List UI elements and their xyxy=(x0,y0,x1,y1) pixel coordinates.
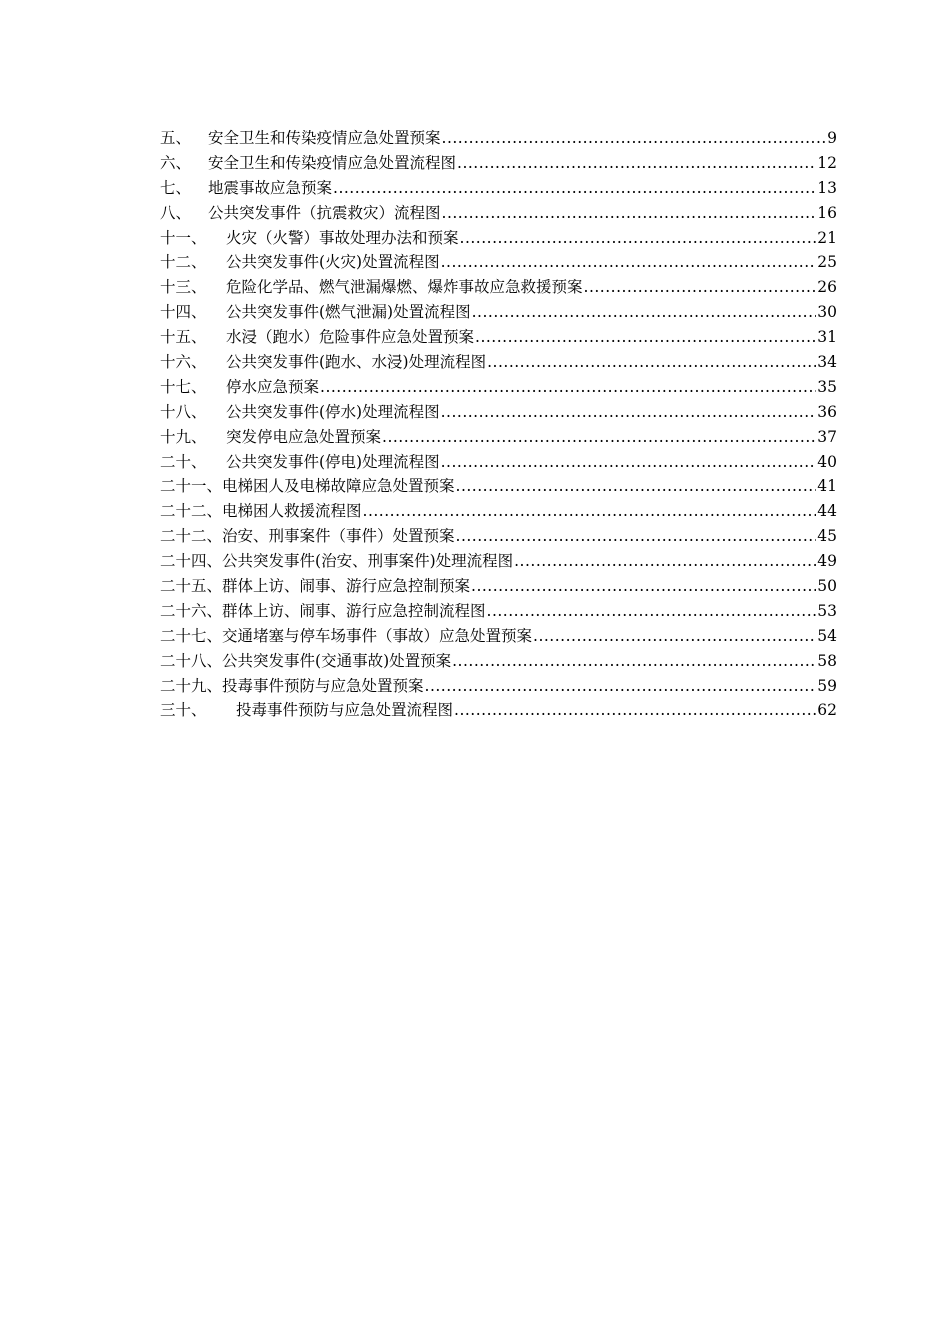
toc-dot-leader xyxy=(460,226,817,251)
toc-dot-leader xyxy=(454,698,816,723)
toc-entry[interactable] xyxy=(160,350,837,375)
toc-entry-page: 50 xyxy=(817,577,837,596)
toc-entry-title: 危险化学品、燃气泄漏爆燃、爆炸事故应急救援预案 xyxy=(226,278,583,297)
toc-entry-number: 二十四、 xyxy=(160,552,223,571)
toc-dot-leader xyxy=(456,474,817,499)
toc-entry-page: 36 xyxy=(817,402,837,421)
toc-entry-number: 二十二、 xyxy=(160,502,223,521)
toc-dot-leader xyxy=(441,450,817,475)
toc-entry-page: 21 xyxy=(817,228,837,247)
toc-entry-number: 十五、 xyxy=(160,328,207,347)
toc-entry-number: 八、 xyxy=(160,203,192,222)
toc-dot-leader xyxy=(457,151,816,176)
toc-entry[interactable] xyxy=(160,275,837,300)
toc-dot-leader xyxy=(333,176,816,201)
toc-entry-title: 火灾（火警）事故处理办法和预案 xyxy=(226,228,459,247)
toc-dot-leader xyxy=(442,201,817,226)
toc-dot-leader xyxy=(452,649,816,674)
toc-entry-number: 十七、 xyxy=(160,377,207,396)
toc-entry[interactable] xyxy=(160,300,837,325)
toc-dot-leader xyxy=(456,524,817,549)
toc-entry-page: 9 xyxy=(827,129,837,147)
toc-entry-title: 投毒事件预防与应急处置预案 xyxy=(222,676,424,695)
toc-entry-title: 公共突发事件(燃气泄漏)处置流程图 xyxy=(226,303,471,322)
toc-entry[interactable] xyxy=(160,425,837,450)
toc-entry[interactable] xyxy=(160,226,837,251)
toc-entry-title: 交通堵塞与停车场事件（事故）应急处置预案 xyxy=(222,626,533,645)
toc-entry[interactable] xyxy=(160,624,837,649)
toc-dot-leader xyxy=(584,275,817,300)
toc-dot-leader xyxy=(441,250,817,275)
toc-entry[interactable] xyxy=(160,499,837,524)
toc-entry-page: 49 xyxy=(817,552,837,571)
toc-dot-leader xyxy=(382,425,816,450)
toc-entry[interactable] xyxy=(160,201,837,226)
toc-entry-page: 13 xyxy=(817,178,837,197)
toc-entry[interactable] xyxy=(160,549,837,574)
toc-entry-title: 公共突发事件(跑水、水浸)处理流程图 xyxy=(226,353,487,372)
toc-dot-leader xyxy=(425,674,817,699)
toc-entry-title: 治安、刑事案件（事件）处置预案 xyxy=(222,527,455,546)
toc-entry-page: 26 xyxy=(817,278,837,297)
toc-entry-number: 十一、 xyxy=(160,228,207,247)
toc-entry-number: 二十五、 xyxy=(160,577,223,596)
toc-dot-leader xyxy=(471,574,816,599)
toc-dot-leader xyxy=(472,300,817,325)
toc-entry-page: 41 xyxy=(817,477,837,496)
toc-entry-number: 二十七、 xyxy=(160,626,223,645)
toc-entry-title: 电梯困人及电梯故障应急处置预案 xyxy=(222,477,455,496)
toc-entry[interactable] xyxy=(160,126,837,151)
toc-entry-page: 12 xyxy=(817,153,837,172)
toc-entry-title: 公共突发事件(火灾)处置流程图 xyxy=(226,253,440,272)
toc-entry[interactable] xyxy=(160,151,837,176)
toc-entry-page: 30 xyxy=(817,303,837,322)
toc-dot-leader xyxy=(441,400,817,425)
toc-entry-number: 二十八、 xyxy=(160,651,223,670)
toc-entry-number: 十六、 xyxy=(160,353,207,372)
toc-entry[interactable] xyxy=(160,574,837,599)
toc-dot-leader xyxy=(533,624,816,649)
toc-entry-number: 三十、 xyxy=(160,701,207,720)
toc-dot-leader xyxy=(442,126,827,151)
toc-entry-title: 安全卫生和传染疫情应急处置流程图 xyxy=(208,153,457,172)
toc-dot-leader xyxy=(487,350,816,375)
toc-entry-page: 54 xyxy=(817,626,837,645)
toc-entry-title: 公共突发事件(停水)处理流程图 xyxy=(226,402,440,421)
toc-entry[interactable] xyxy=(160,474,837,499)
toc-entry-number: 二十六、 xyxy=(160,601,223,620)
toc-entry-title: 公共突发事件（抗震救灾）流程图 xyxy=(208,203,441,222)
toc-entry-page: 44 xyxy=(817,502,837,521)
toc-entry-title: 公共突发事件(交通事故)处置预案 xyxy=(222,651,452,670)
toc-entry[interactable] xyxy=(160,176,837,201)
toc-entry-number: 十三、 xyxy=(160,278,207,297)
toc-entry-title: 电梯困人救援流程图 xyxy=(222,502,362,521)
toc-entry-page: 16 xyxy=(817,203,837,222)
toc-entry-title: 突发停电应急处置预案 xyxy=(226,427,382,446)
toc-entry-title: 地震事故应急预案 xyxy=(208,178,333,197)
toc-entry[interactable] xyxy=(160,599,837,624)
toc-dot-leader xyxy=(475,325,816,350)
toc-dot-leader xyxy=(487,599,817,624)
toc-entry-number: 六、 xyxy=(160,153,192,172)
toc-entry-page: 31 xyxy=(817,328,837,347)
toc-entry-page: 35 xyxy=(817,377,837,396)
toc-entry-number: 十九、 xyxy=(160,427,207,446)
toc-dot-leader xyxy=(363,499,817,524)
toc-entry[interactable] xyxy=(160,250,837,275)
toc-entry-number: 七、 xyxy=(160,178,192,197)
toc-entry-number: 二十九、 xyxy=(160,676,223,695)
toc-entry-page: 37 xyxy=(817,427,837,446)
toc-entry-page: 40 xyxy=(817,452,837,471)
toc-entry-title: 安全卫生和传染疫情应急处置预案 xyxy=(208,129,441,147)
toc-entry[interactable] xyxy=(160,674,837,699)
toc-entry[interactable] xyxy=(160,649,837,674)
toc-entry[interactable] xyxy=(160,400,837,425)
toc-dot-leader xyxy=(514,549,816,574)
toc-entry-title: 公共突发事件(停电)处理流程图 xyxy=(226,452,440,471)
toc-entry-page: 34 xyxy=(817,353,837,372)
toc-entry-title: 水浸（跑水）危险事件应急处置预案 xyxy=(226,328,475,347)
toc-entry-number: 十四、 xyxy=(160,303,207,322)
toc-entry-number: 二十一、 xyxy=(160,477,223,496)
table-of-contents xyxy=(160,126,837,723)
toc-entry-page: 59 xyxy=(817,676,837,695)
toc-entry-title: 停水应急预案 xyxy=(226,377,320,396)
toc-entry-page: 58 xyxy=(817,651,837,670)
toc-entry-number: 十八、 xyxy=(160,402,207,421)
toc-dot-leader xyxy=(320,375,816,400)
toc-entry-number: 五、 xyxy=(160,129,192,147)
toc-entry-page: 62 xyxy=(817,701,837,720)
toc-entry-title: 公共突发事件(治安、刑事案件)处理流程图 xyxy=(222,552,514,571)
toc-entry[interactable] xyxy=(160,524,837,549)
toc-entry-title: 群体上访、闹事、游行应急控制流程图 xyxy=(222,601,486,620)
toc-entry-page: 53 xyxy=(817,601,837,620)
toc-entry-number: 十二、 xyxy=(160,253,207,272)
toc-entry-number: 二十二、 xyxy=(160,527,223,546)
toc-entry-title: 群体上访、闹事、游行应急控制预案 xyxy=(222,577,471,596)
toc-entry-title: 投毒事件预防与应急处置流程图 xyxy=(236,701,454,720)
toc-entry[interactable] xyxy=(160,375,837,400)
toc-entry[interactable] xyxy=(160,325,837,350)
toc-entry[interactable] xyxy=(160,450,837,475)
toc-entry-page: 25 xyxy=(817,253,837,272)
toc-entry[interactable] xyxy=(160,698,837,723)
toc-entry-number: 二十、 xyxy=(160,452,207,471)
toc-entry-page: 45 xyxy=(817,527,837,546)
